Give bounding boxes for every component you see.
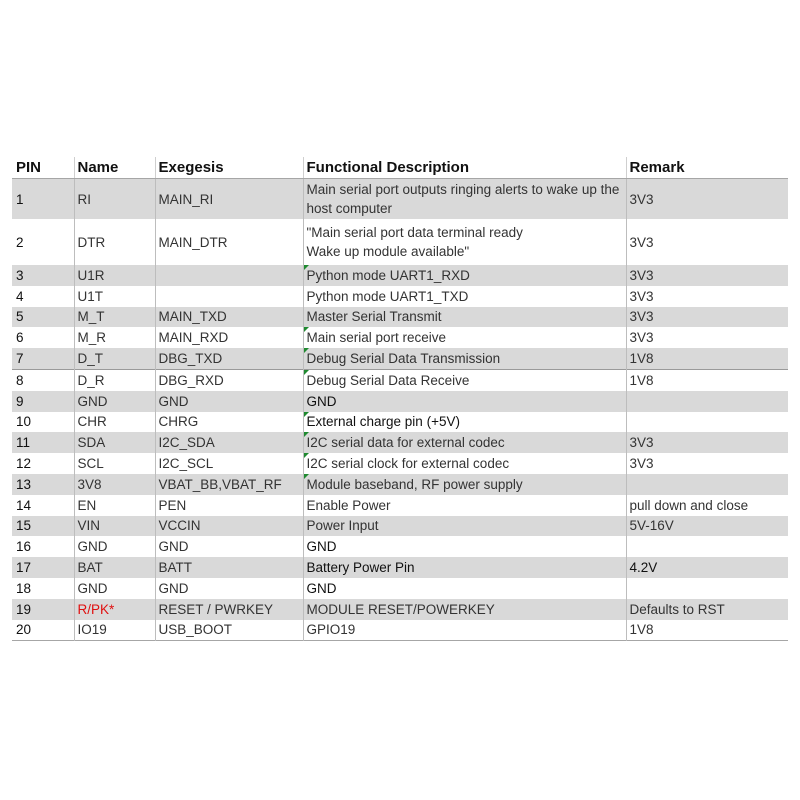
- cell-description: I2C serial data for external codec: [303, 432, 626, 453]
- cell-remark: 5V-16V: [626, 516, 788, 537]
- cell-description: Python mode UART1_RXD: [303, 265, 626, 286]
- cell-name: IO19: [74, 620, 155, 641]
- comment-marker-icon: [304, 265, 309, 270]
- cell-name: U1R: [74, 265, 155, 286]
- cell-exegesis: USB_BOOT: [155, 620, 303, 641]
- cell-remark: 3V3: [626, 219, 788, 265]
- cell-name: D_T: [74, 348, 155, 369]
- comment-marker-icon: [304, 327, 309, 332]
- cell-remark: 3V3: [626, 453, 788, 474]
- cell-name: CHR: [74, 412, 155, 433]
- table-row: [12, 327, 788, 348]
- table-row: [12, 599, 788, 620]
- cell-name: RI: [74, 179, 155, 220]
- cell-exegesis: MAIN_DTR: [155, 219, 303, 265]
- cell-description: Module baseband, RF power supply: [303, 474, 626, 495]
- cell-pin: 16: [12, 536, 74, 557]
- comment-marker-icon: [304, 370, 309, 375]
- cell-pin: 20: [12, 620, 74, 641]
- cell-exegesis: GND: [155, 391, 303, 412]
- table-row: [12, 536, 788, 557]
- cell-description: Enable Power: [303, 495, 626, 516]
- cell-exegesis: MAIN_RXD: [155, 327, 303, 348]
- cell-exegesis: CHRG: [155, 412, 303, 433]
- cell-exegesis: DBG_RXD: [155, 369, 303, 390]
- cell-pin: 17: [12, 557, 74, 578]
- comment-marker-icon: [304, 432, 309, 437]
- cell-remark: 3V3: [626, 432, 788, 453]
- comment-marker-icon: [304, 348, 309, 353]
- table-row: [12, 307, 788, 328]
- cell-description: Main serial port outputs ringing alerts to wake up the host computer: [303, 179, 626, 220]
- cell-remark: 1V8: [626, 369, 788, 390]
- cell-description: Battery Power Pin: [303, 557, 626, 578]
- cell-remark: 1V8: [626, 620, 788, 641]
- cell-exegesis: VBAT_BB,VBAT_RF: [155, 474, 303, 495]
- cell-description: MODULE RESET/POWERKEY: [303, 599, 626, 620]
- cell-remark: [626, 474, 788, 495]
- cell-name: M_R: [74, 327, 155, 348]
- cell-pin: 5: [12, 307, 74, 328]
- cell-remark: Defaults to RST: [626, 599, 788, 620]
- cell-remark: 3V3: [626, 265, 788, 286]
- cell-remark: 3V3: [626, 286, 788, 307]
- table-row: [12, 286, 788, 307]
- table-row: [12, 219, 788, 265]
- table-row: [12, 495, 788, 516]
- cell-pin: 15: [12, 516, 74, 537]
- table-row: [12, 620, 788, 641]
- cell-remark: 3V3: [626, 327, 788, 348]
- header-exegesis: Exegesis: [155, 157, 303, 179]
- cell-remark: 3V3: [626, 179, 788, 220]
- cell-name: DTR: [74, 219, 155, 265]
- cell-description: External charge pin (+5V): [303, 412, 626, 433]
- cell-exegesis: I2C_SDA: [155, 432, 303, 453]
- cell-exegesis: MAIN_RI: [155, 179, 303, 220]
- cell-description: GPIO19: [303, 620, 626, 641]
- cell-name: R/PK*: [74, 599, 155, 620]
- cell-pin: 11: [12, 432, 74, 453]
- cell-description: GND: [303, 578, 626, 599]
- table-row: [12, 516, 788, 537]
- cell-name: BAT: [74, 557, 155, 578]
- table-row: [12, 453, 788, 474]
- cell-name: D_R: [74, 369, 155, 390]
- cell-description: Master Serial Transmit: [303, 307, 626, 328]
- cell-name: GND: [74, 578, 155, 599]
- cell-remark: pull down and close: [626, 495, 788, 516]
- cell-pin: 10: [12, 412, 74, 433]
- comment-marker-icon: [304, 453, 309, 458]
- cell-exegesis: [155, 265, 303, 286]
- cell-pin: 9: [12, 391, 74, 412]
- cell-pin: 2: [12, 219, 74, 265]
- cell-name: M_T: [74, 307, 155, 328]
- cell-description: Power Input: [303, 516, 626, 537]
- cell-name: U1T: [74, 286, 155, 307]
- table-row: [12, 179, 788, 220]
- cell-description: GND: [303, 391, 626, 412]
- cell-pin: 12: [12, 453, 74, 474]
- cell-exegesis: I2C_SCL: [155, 453, 303, 474]
- table-row: [12, 265, 788, 286]
- cell-pin: 14: [12, 495, 74, 516]
- header-description: Functional Description: [303, 157, 626, 179]
- table-row: [12, 474, 788, 495]
- table-row: [12, 412, 788, 433]
- cell-description: Debug Serial Data Transmission: [303, 348, 626, 369]
- cell-exegesis: BATT: [155, 557, 303, 578]
- cell-name: 3V8: [74, 474, 155, 495]
- header-pin: PIN: [12, 157, 74, 179]
- header-row: [12, 157, 788, 179]
- cell-description: "Main serial port data terminal ready Wake up module available": [303, 219, 626, 265]
- cell-exegesis: DBG_TXD: [155, 348, 303, 369]
- cell-remark: [626, 536, 788, 557]
- cell-pin: 8: [12, 369, 74, 390]
- cell-name: SDA: [74, 432, 155, 453]
- cell-exegesis: RESET / PWRKEY: [155, 599, 303, 620]
- cell-description: Main serial port receive: [303, 327, 626, 348]
- cell-pin: 19: [12, 599, 74, 620]
- cell-name: VIN: [74, 516, 155, 537]
- comment-marker-icon: [304, 474, 309, 479]
- cell-remark: 1V8: [626, 348, 788, 369]
- cell-pin: 3: [12, 265, 74, 286]
- cell-pin: 1: [12, 179, 74, 220]
- table-row: [12, 369, 788, 390]
- cell-exegesis: GND: [155, 578, 303, 599]
- cell-name: EN: [74, 495, 155, 516]
- cell-remark: 4.2V: [626, 557, 788, 578]
- cell-exegesis: PEN: [155, 495, 303, 516]
- table-row: [12, 557, 788, 578]
- cell-remark: [626, 391, 788, 412]
- cell-pin: 18: [12, 578, 74, 599]
- cell-description: Python mode UART1_TXD: [303, 286, 626, 307]
- table-row: [12, 348, 788, 369]
- cell-pin: 4: [12, 286, 74, 307]
- cell-exegesis: MAIN_TXD: [155, 307, 303, 328]
- cell-name: GND: [74, 536, 155, 557]
- cell-description: GND: [303, 536, 626, 557]
- cell-remark: 3V3: [626, 307, 788, 328]
- table-row: [12, 391, 788, 412]
- header-remark: Remark: [626, 157, 788, 179]
- cell-description: Debug Serial Data Receive: [303, 369, 626, 390]
- header-name: Name: [74, 157, 155, 179]
- pin-table: [12, 157, 788, 641]
- table-row: [12, 432, 788, 453]
- comment-marker-icon: [304, 412, 309, 417]
- cell-pin: 7: [12, 348, 74, 369]
- cell-description: I2C serial clock for external codec: [303, 453, 626, 474]
- cell-remark: [626, 412, 788, 433]
- cell-pin: 6: [12, 327, 74, 348]
- cell-remark: [626, 578, 788, 599]
- cell-exegesis: VCCIN: [155, 516, 303, 537]
- cell-name: GND: [74, 391, 155, 412]
- cell-pin: 13: [12, 474, 74, 495]
- cell-name: SCL: [74, 453, 155, 474]
- cell-exegesis: [155, 286, 303, 307]
- table-row: [12, 578, 788, 599]
- cell-exegesis: GND: [155, 536, 303, 557]
